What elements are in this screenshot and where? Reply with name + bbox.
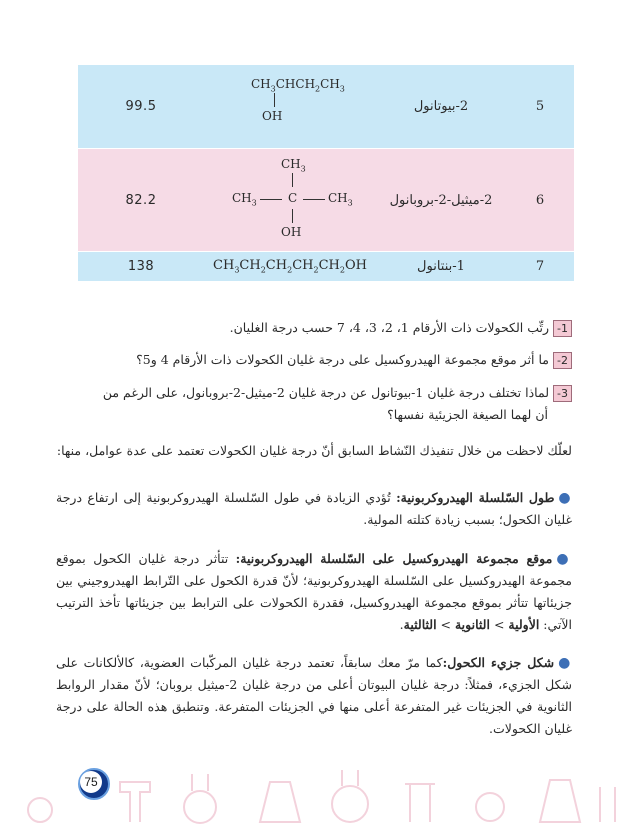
order-sep: > xyxy=(436,617,455,632)
order-sep: > xyxy=(489,617,509,632)
question-number: 3- xyxy=(553,385,572,402)
bond-line xyxy=(274,93,275,107)
boiling-point-cell: 82.2 xyxy=(78,149,204,252)
alcohol-name-cell: 1-بنتانول xyxy=(417,259,465,274)
bullet-icon: ● xyxy=(558,655,572,671)
table-row xyxy=(78,252,574,282)
row-number-cell: 6 xyxy=(506,149,574,252)
row-number-cell: 7 xyxy=(535,259,545,274)
methyl-top: $CH_3$ xyxy=(281,157,306,174)
intro-paragraph: لعلّك لاحظت من خلال تنفيذك النّشاط السابق أنّ درجة غليان الكحولات تعتمد على عدة عوامل، منها: xyxy=(56,443,572,458)
bullet-title: موقع مجموعة الهيدروكسيل على السّلسلة الهيدروكربونية: xyxy=(235,551,553,566)
order-secondary: الثانوية xyxy=(454,617,490,632)
methyl-right: $CH_3$ xyxy=(328,191,353,208)
bullet-text: كما مرّ معك سابقاً، تعتمد درجة غليان المركّبات العضوية، كالألكانات على شكل الجزيء، فمثلاً: درجة غليان البيوتان أعلى من درجة غليان 2-ميثيل بروبان؛ لأنّ مقدار الروابط الثانوية في الجزيئات غير المتفرعة أعلى منها في الجزيئات المتفرعة. وتنطبق هذه الحالة على درجة غليان الكحولات. xyxy=(56,655,572,736)
table-row xyxy=(78,149,574,252)
order-end: . xyxy=(399,617,404,632)
bullet-title: طول السّلسلة الهيدروكربونية: xyxy=(396,490,555,505)
table-row xyxy=(78,65,574,149)
methyl-left: $CH_3$ xyxy=(232,191,257,208)
question-text: رتِّب الكحولات ذات الأرقام 1، 2، 3، 4، 7 حسب درجة الغليان. xyxy=(229,320,550,335)
bullet-text: تتأثر درجة غليان الكحول بموقع مجموعة الهيدروكسيل على السّلسلة الهيدروكربونية؛ لأنّ قدرة الكحول على التّرابط الهيدروجيني بين جزيئاتها تتأثر بموقع مجموعة الهيدروكسيل، فقدرة الكحولات على الترابط بين جزيئاتها تأخذ الترتيب الآتي: xyxy=(56,551,572,632)
boiling-point-table xyxy=(78,65,574,281)
question-text: ما أثر موقع مجموعة الهيدروكسيل على درجة غليان الكحولات ذات الأرقام 4 و5؟ xyxy=(136,352,550,367)
alcohol-name-cell: 2-بيوتانول xyxy=(376,65,506,149)
bullet-chain-length xyxy=(56,487,572,531)
question-3 xyxy=(52,383,572,403)
bullet-text: تُؤدي الزيادة في طول السّلسلة الهيدروكربونية إلى ارتفاع درجة غليان الكحول؛ بسبب زيادة كتلته المولية. xyxy=(56,490,572,527)
alcohol-name-cell: 2-ميثيل-2-بروبانول xyxy=(376,149,506,252)
order-tertiary: الثالثية xyxy=(403,617,437,632)
bond-line xyxy=(292,173,293,187)
hydroxyl-label: OH xyxy=(262,109,283,123)
boiling-point-cell: 99.5 xyxy=(78,65,204,149)
question-number: 1- xyxy=(553,320,572,337)
question-text: لماذا تختلف درجة غليان 1-بيوتانول عن درجة غليان 2-ميثيل-2-بروبانول، على الرغم من xyxy=(102,385,550,400)
formula-chain: $CH_3CHCH_2CH_3$ xyxy=(251,77,345,94)
structural-formula-cell xyxy=(204,65,376,149)
bullet-hydroxyl-position xyxy=(56,548,572,636)
question-3-continued: أن لهما الصيغة الجزيئية نفسها؟ xyxy=(387,407,548,422)
bullet-molecule-shape xyxy=(56,652,572,740)
bullet-title: شكل جزيء الكحول: xyxy=(442,655,555,670)
central-carbon: C xyxy=(288,191,298,205)
question-1 xyxy=(52,318,572,338)
structural-formula-cell: $CH_3CH_2CH_2CH_2CH_2OH$ xyxy=(213,258,367,275)
structural-formula-cell xyxy=(204,149,376,252)
boiling-point-cell: 138 xyxy=(127,259,155,274)
question-2 xyxy=(52,350,572,370)
question-number: 2- xyxy=(553,352,572,369)
page-number: 75 xyxy=(80,771,102,793)
row-number-cell: 5 xyxy=(506,65,574,149)
bond-line xyxy=(303,199,325,200)
order-primary: الأولية xyxy=(508,617,540,632)
hydroxyl-label: OH xyxy=(281,225,302,239)
bond-line xyxy=(260,199,282,200)
bullet-icon: ● xyxy=(558,490,572,506)
bullet-icon: ● xyxy=(556,551,572,567)
bond-line xyxy=(292,209,293,223)
